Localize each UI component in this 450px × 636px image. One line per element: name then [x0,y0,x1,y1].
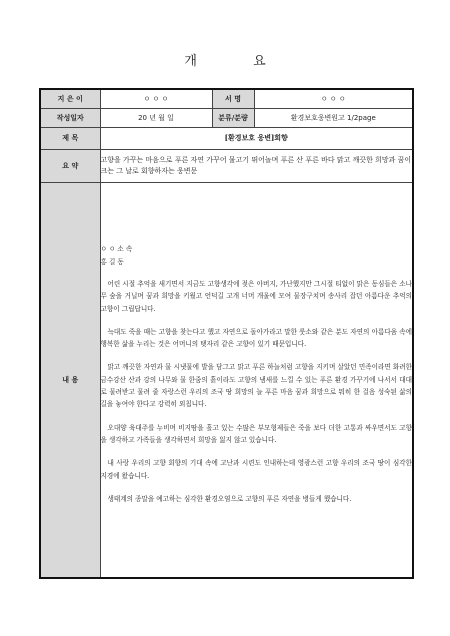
document-title: 개 요 [184,54,292,69]
author-value: ㅇ ㅇ ㅇ [100,89,212,108]
speaker-name-line: 홍 길 동 [100,257,124,266]
subject-suffix: 회향 [274,133,288,142]
author-row [40,89,413,108]
date-row [40,108,413,127]
name-label: 서 명 [212,89,254,108]
speech-paragraph-3: 맑고 깨끗한 자연과 물 시냇물에 발을 담그고 맑고 푸른 하늘처럼 고향을 지키며 살았던 민족이라면 화려한 금수강산 산과 강의 나무와 물 한줌의 흙이라도 고향의 냄새를 느낄 수 있는 푸른 환경 가꾸기에 나서서 대대로 물려받고 물려 줄 자랑스런 우리의 조국 땅 희망의 늘 푸른 마음 꿈과 희망으로 뭐히 한 걸음 성숙된 삶의 길을 놓여야 한다고 강력히 외칩니다. [100,363,412,409]
category-value: 환경보호웅변원고 1/2page [254,108,413,127]
speech-paragraph-4: 오대양 육대주를 누비며 비지땀을 흘고 있는 수많은 부모형제들은 죽을 보다 더한 고통과 싸우면서도 고향을 생각하고 가족들을 생각하면서 희망을 잃지 않고 있습니다. [100,423,412,444]
subject-bracket: [환경보호 웅변] [224,133,275,142]
speech-paragraph-5: 내 사랑 우리의 고향 회향의 기대 속에 고난과 시련도 인내하는데 영광스런 고향 우리의 조국 땅이 심각한 지경에 왔습니다. [100,459,412,480]
summary-row [40,149,413,182]
date-label: 작성일자 [40,108,100,127]
subject-row [40,127,413,149]
subject-value [100,127,413,149]
name-value: ㅇ ㅇ ㅇ [254,89,413,108]
subject-label: 제 목 [40,127,100,149]
content-row [40,182,413,578]
category-label: 분류/분량 [212,108,254,127]
summary-label: 요 약 [40,149,100,182]
summary-form-table [39,88,414,579]
speech-paragraph-2: 늑대도 죽을 때는 고향을 찾는다고 했고 자연으로 돌아가라고 말한 룻소와 같은 분도 자연의 아름다움 속에 행복한 삶을 누리는 것은 어머니의 탯자리 같은 고향이 있기 때문입니다. [100,327,412,349]
affiliation-line: ㅇ ㅇ 소 속 [100,245,133,254]
date-value: 20 년 월 일 [100,108,212,127]
content-label: 내 용 [40,182,100,578]
speech-paragraph-1: 어린 시절 추억을 새기면서 지금도 고향생각에 젖은 아버지, 가난했지만 그시절 티없이 맑은 동심들은 소나무 숲을 거닐며 꿈과 희망을 키웠고 언덕길 고개 너머 개울에 모여 물장구치며 송사리 잡던 아름다운 추억의 고향이 그립답니다. [100,279,412,313]
content-body [100,182,413,578]
summary-value: 고향을 가꾸는 마음으로 푸른 자연 가꾸어 물고기 뛰어놀며 푸른 산 푸른 바다 맑고 깨끗한 희망과 꿈이 크는 그 날로 회향하자는 웅변문 [100,149,413,182]
author-label: 지 은 이 [40,89,100,108]
speech-paragraph-6: 생태계의 종말을 예고하는 심각한 환경오염으로 고향의 푸른 자연을 병들게 했습니다. [107,494,352,503]
